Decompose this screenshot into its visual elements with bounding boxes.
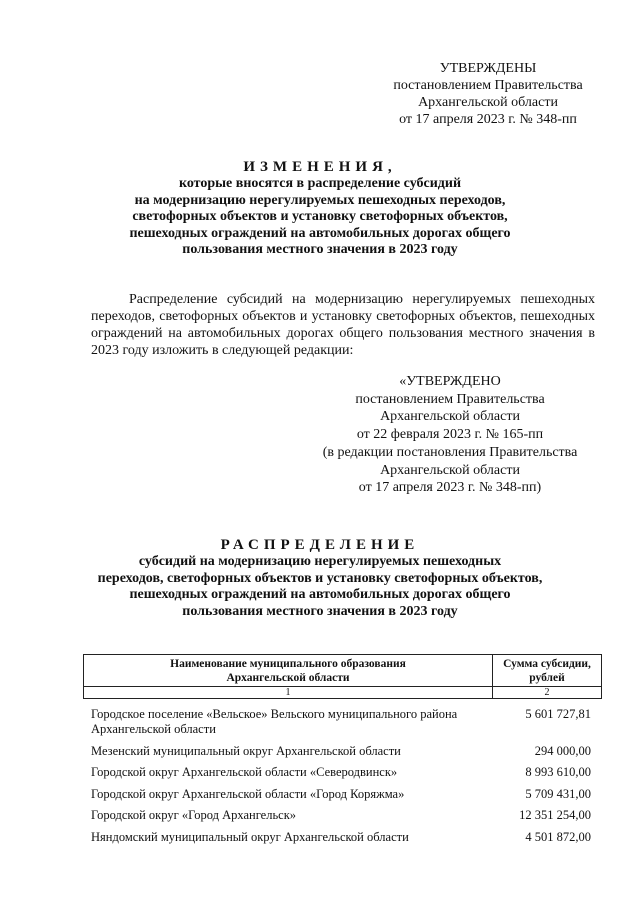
table-row	[91, 830, 591, 845]
table-row	[91, 744, 591, 759]
distribution-subtitle-line: пешеходных ограждений на автомобильных дорогах общего	[129, 587, 511, 603]
table-row	[91, 765, 591, 780]
column-header-line: Архангельской области	[226, 671, 350, 684]
approval-stamp	[380, 60, 596, 128]
table-row	[91, 808, 591, 823]
column-header-line: Наименование муниципального образования	[170, 658, 406, 670]
municipality-name: Городской округ «Город Архангельск»	[91, 808, 297, 822]
approval-title: УТВЕРЖДЕНЫ	[439, 61, 537, 76]
municipality-name: Мезенский муниципальный округ Архангельской области	[91, 743, 401, 758]
distribution-subtitle-line: пользования местного значения в 2023 году	[182, 603, 458, 619]
changes-subtitle-line: светофорных объектов и установку светофорных объектов,	[132, 209, 508, 225]
intro-paragraph	[91, 291, 595, 359]
subsidy-amount: 8 993 610,00	[525, 765, 591, 779]
subsidy-amount: 12 351 254,00	[519, 808, 591, 822]
column-header-line: рублей	[529, 671, 565, 684]
approval2-line: (в редакции постановления Правительства	[322, 444, 578, 460]
changes-subtitle-line: на модернизацию нерегулируемых пешеходных переходов,	[134, 192, 506, 208]
approval-stamp-2	[304, 373, 596, 497]
subsidy-amount: 294 000,00	[534, 743, 591, 758]
distribution-title: РАСПРЕДЕЛЕНИЕ	[220, 537, 420, 553]
column-number: 1	[84, 687, 493, 699]
approval-line: Архангельской области	[418, 95, 558, 110]
changes-title: ИЗМЕНЕНИЯ,	[243, 159, 397, 175]
approval2-line: Архангельской области	[380, 409, 520, 425]
table-row	[91, 707, 591, 737]
intro-text: Распределение субсидий на модернизацию нерегулируемых пешеходных переходов, светофорных объектов и установку светофорных объектов, пешеходных ограждений на автомобильных дорогах общего пользования местного значения в 2023 году изложить в следующей редакции:	[91, 292, 595, 358]
column-header-municipality	[84, 655, 493, 687]
approval-date: от 17 апреля 2023 г. № 348-пп	[399, 112, 577, 127]
distribution-heading	[70, 536, 570, 620]
subsidy-amount: 5 709 431,00	[525, 786, 591, 801]
approval2-line: Архангельской области	[380, 462, 520, 478]
approval2-line: постановлением Правительства	[355, 391, 545, 407]
subsidy-amount: 5 601 727,81	[525, 707, 591, 721]
changes-heading	[70, 158, 570, 259]
municipality-name: Няндомский муниципальный округ Архангельской области	[91, 829, 409, 844]
column-header-line: Сумма субсидии,	[503, 658, 591, 670]
distribution-subtitle-line: переходов, светофорных объектов и установку светофорных объектов,	[97, 570, 543, 586]
distribution-table-header	[83, 654, 602, 699]
approval-line: постановлением Правительства	[393, 78, 583, 93]
subsidy-amount: 4 501 872,00	[525, 829, 591, 844]
changes-subtitle-line: пользования местного значения в 2023 году	[182, 242, 458, 258]
column-header-amount	[493, 655, 602, 687]
approval2-title: «УТВЕРЖДЕНО	[399, 374, 501, 389]
municipality-name: Городское поселение «Вельское» Вельского муниципального района Архангельской области	[91, 707, 458, 736]
table-row	[91, 787, 591, 802]
column-number: 2	[493, 687, 602, 699]
changes-subtitle-line: которые вносятся в распределение субсидий	[178, 176, 462, 191]
approval2-line: от 17 апреля 2023 г. № 348-пп)	[358, 480, 542, 496]
municipality-name: Городской округ Архангельской области «Город Коряжма»	[91, 786, 405, 801]
distribution-subtitle-line: субсидий на модернизацию нерегулируемых пешеходных	[138, 554, 502, 569]
changes-subtitle-line: пешеходных ограждений на автомобильных дорогах общего	[129, 225, 511, 241]
distribution-rows	[91, 707, 591, 851]
municipality-name: Городской округ Архангельской области «Северодвинск»	[91, 765, 398, 779]
approval2-date: от 22 февраля 2023 г. № 165-пп	[356, 427, 544, 443]
